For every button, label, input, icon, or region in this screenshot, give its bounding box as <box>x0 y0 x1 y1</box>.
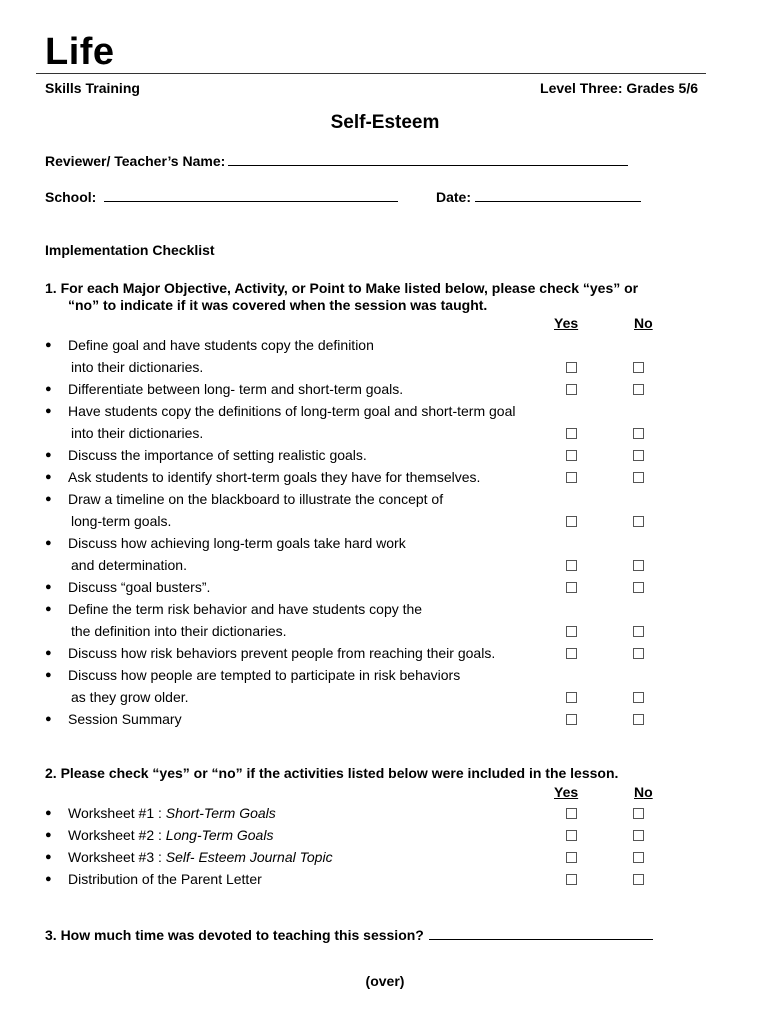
q1-yes-checkbox[interactable] <box>566 626 577 637</box>
checklist-item-text: Discuss how people are tempted to participate in risk behaviors <box>68 667 461 683</box>
question-3 <box>45 926 653 944</box>
q1-no-header: No <box>634 315 653 331</box>
activity-label: Worksheet #3 : <box>68 849 166 865</box>
q1-yes-checkbox[interactable] <box>566 582 577 593</box>
date-field <box>436 188 641 205</box>
question-2-text: 2. Please check “yes” or “no” if the activities listed below were included in the lesson. <box>45 765 619 781</box>
activity-item <box>68 802 276 824</box>
school-label: School: <box>45 189 97 205</box>
q1-no-checkbox[interactable] <box>633 692 644 703</box>
q1-yes-checkbox[interactable] <box>566 560 577 571</box>
bullet-icon: ● <box>45 603 52 615</box>
question-1-line-1: 1. For each Major Objective, Activity, or Point to Make listed below, please check “yes” or <box>45 280 639 296</box>
checklist-item-text: Define the term risk behavior and have students copy the <box>68 601 423 617</box>
checklist-item-continuation: into their dictionaries. <box>71 425 204 441</box>
checklist-item-continuation: long-term goals. <box>71 513 172 529</box>
activity-item <box>68 846 333 868</box>
bullet-icon: ● <box>45 339 52 351</box>
q1-no-checkbox[interactable] <box>633 648 644 659</box>
checklist-item-text: Discuss “goal busters”. <box>68 579 211 595</box>
activity-item <box>68 868 262 890</box>
q1-no-checkbox[interactable] <box>633 626 644 637</box>
checklist-item-continuation: the definition into their dictionaries. <box>71 623 287 639</box>
q2-yes-checkbox[interactable] <box>566 808 577 819</box>
checklist-item-text: Define goal and have students copy the definition <box>68 337 374 353</box>
q2-no-checkbox[interactable] <box>633 852 644 863</box>
q2-yes-checkbox[interactable] <box>566 852 577 863</box>
bullet-icon: ● <box>45 669 52 681</box>
bullet-icon: ● <box>45 449 52 461</box>
q1-yes-header: Yes <box>554 315 579 331</box>
q1-no-checkbox[interactable] <box>633 714 644 725</box>
q1-no-checkbox[interactable] <box>633 472 644 483</box>
bullet-icon: ● <box>45 405 52 417</box>
page-title: Self-Esteem <box>330 112 440 133</box>
reviewer-label: Reviewer/ Teacher’s Name: <box>45 153 226 169</box>
worksheet-title: Self- Esteem Journal Topic <box>165 849 333 865</box>
q2-no-checkbox[interactable] <box>633 874 644 885</box>
school-line[interactable] <box>104 188 398 202</box>
q1-yes-checkbox[interactable] <box>566 450 577 461</box>
activity-label: Worksheet #2 : <box>68 827 166 843</box>
bullet-icon: ● <box>45 807 52 819</box>
school-field <box>45 188 398 205</box>
q1-yes-checkbox[interactable] <box>566 714 577 725</box>
activity-item <box>68 824 273 846</box>
worksheet-title: Long-Term Goals <box>165 827 274 843</box>
bullet-icon: ● <box>45 647 52 659</box>
checklist-item-continuation: into their dictionaries. <box>71 359 204 375</box>
grade-level: Level Three: Grades 5/6 <box>540 80 698 96</box>
activity-label: Worksheet #1 : <box>68 805 166 821</box>
q2-no-checkbox[interactable] <box>633 830 644 841</box>
q2-yes-header: Yes <box>554 784 579 800</box>
q1-no-checkbox[interactable] <box>633 362 644 373</box>
q2-yes-checkbox[interactable] <box>566 874 577 885</box>
q1-no-checkbox[interactable] <box>633 582 644 593</box>
q2-no-checkbox[interactable] <box>633 808 644 819</box>
q1-no-checkbox[interactable] <box>633 516 644 527</box>
q1-no-checkbox[interactable] <box>633 428 644 439</box>
question-1-line-2: “no” to indicate if it was covered when the session was taught. <box>68 297 488 313</box>
header-rule <box>36 73 706 74</box>
checklist-item-text: Differentiate between long- term and short-term goals. <box>68 381 404 397</box>
bullet-icon: ● <box>45 581 52 593</box>
q1-yes-checkbox[interactable] <box>566 384 577 395</box>
checklist-item-text: Discuss how risk behaviors prevent people from reaching their goals. <box>68 645 496 661</box>
q1-yes-checkbox[interactable] <box>566 692 577 703</box>
reviewer-field <box>45 152 628 169</box>
checklist-item-text: Have students copy the definitions of long-term goal and short-term goal <box>68 403 516 419</box>
q1-yes-checkbox[interactable] <box>566 428 577 439</box>
q2-yes-checkbox[interactable] <box>566 830 577 841</box>
time-devoted-line[interactable] <box>429 926 653 940</box>
checklist-item-text: Discuss the importance of setting realistic goals. <box>68 447 367 463</box>
bullet-icon: ● <box>45 829 52 841</box>
bullet-icon: ● <box>45 713 52 725</box>
reviewer-name-line[interactable] <box>228 152 628 166</box>
activity-label: Distribution of the Parent Letter <box>68 871 262 887</box>
checklist-item-text: Draw a timeline on the blackboard to illustrate the concept of <box>68 491 444 507</box>
program-name: Skills Training <box>45 80 140 96</box>
q2-no-header: No <box>634 784 653 800</box>
bullet-icon: ● <box>45 537 52 549</box>
checklist-item-text: Ask students to identify short-term goals they have for themselves. <box>68 469 481 485</box>
date-label: Date: <box>436 189 472 205</box>
q1-yes-checkbox[interactable] <box>566 472 577 483</box>
over-note: (over) <box>365 973 405 989</box>
bullet-icon: ● <box>45 851 52 863</box>
q1-yes-checkbox[interactable] <box>566 648 577 659</box>
bullet-icon: ● <box>45 493 52 505</box>
worksheet-title: Short-Term Goals <box>165 805 276 821</box>
q1-no-checkbox[interactable] <box>633 560 644 571</box>
question-3-text: 3. How much time was devoted to teaching this session? <box>45 927 424 943</box>
bullet-icon: ● <box>45 873 52 885</box>
brand-title: Life <box>45 31 115 73</box>
checklist-item-continuation: and determination. <box>71 557 187 573</box>
checklist-item-continuation: as they grow older. <box>71 689 189 705</box>
bullet-icon: ● <box>45 383 52 395</box>
checklist-item-text: Session Summary <box>68 711 182 727</box>
date-line[interactable] <box>475 188 641 202</box>
q1-no-checkbox[interactable] <box>633 384 644 395</box>
q1-no-checkbox[interactable] <box>633 450 644 461</box>
section-title: Implementation Checklist <box>45 242 215 258</box>
q1-yes-checkbox[interactable] <box>566 362 577 373</box>
q1-yes-checkbox[interactable] <box>566 516 577 527</box>
bullet-icon: ● <box>45 471 52 483</box>
checklist-item-text: Discuss how achieving long-term goals take hard work <box>68 535 406 551</box>
